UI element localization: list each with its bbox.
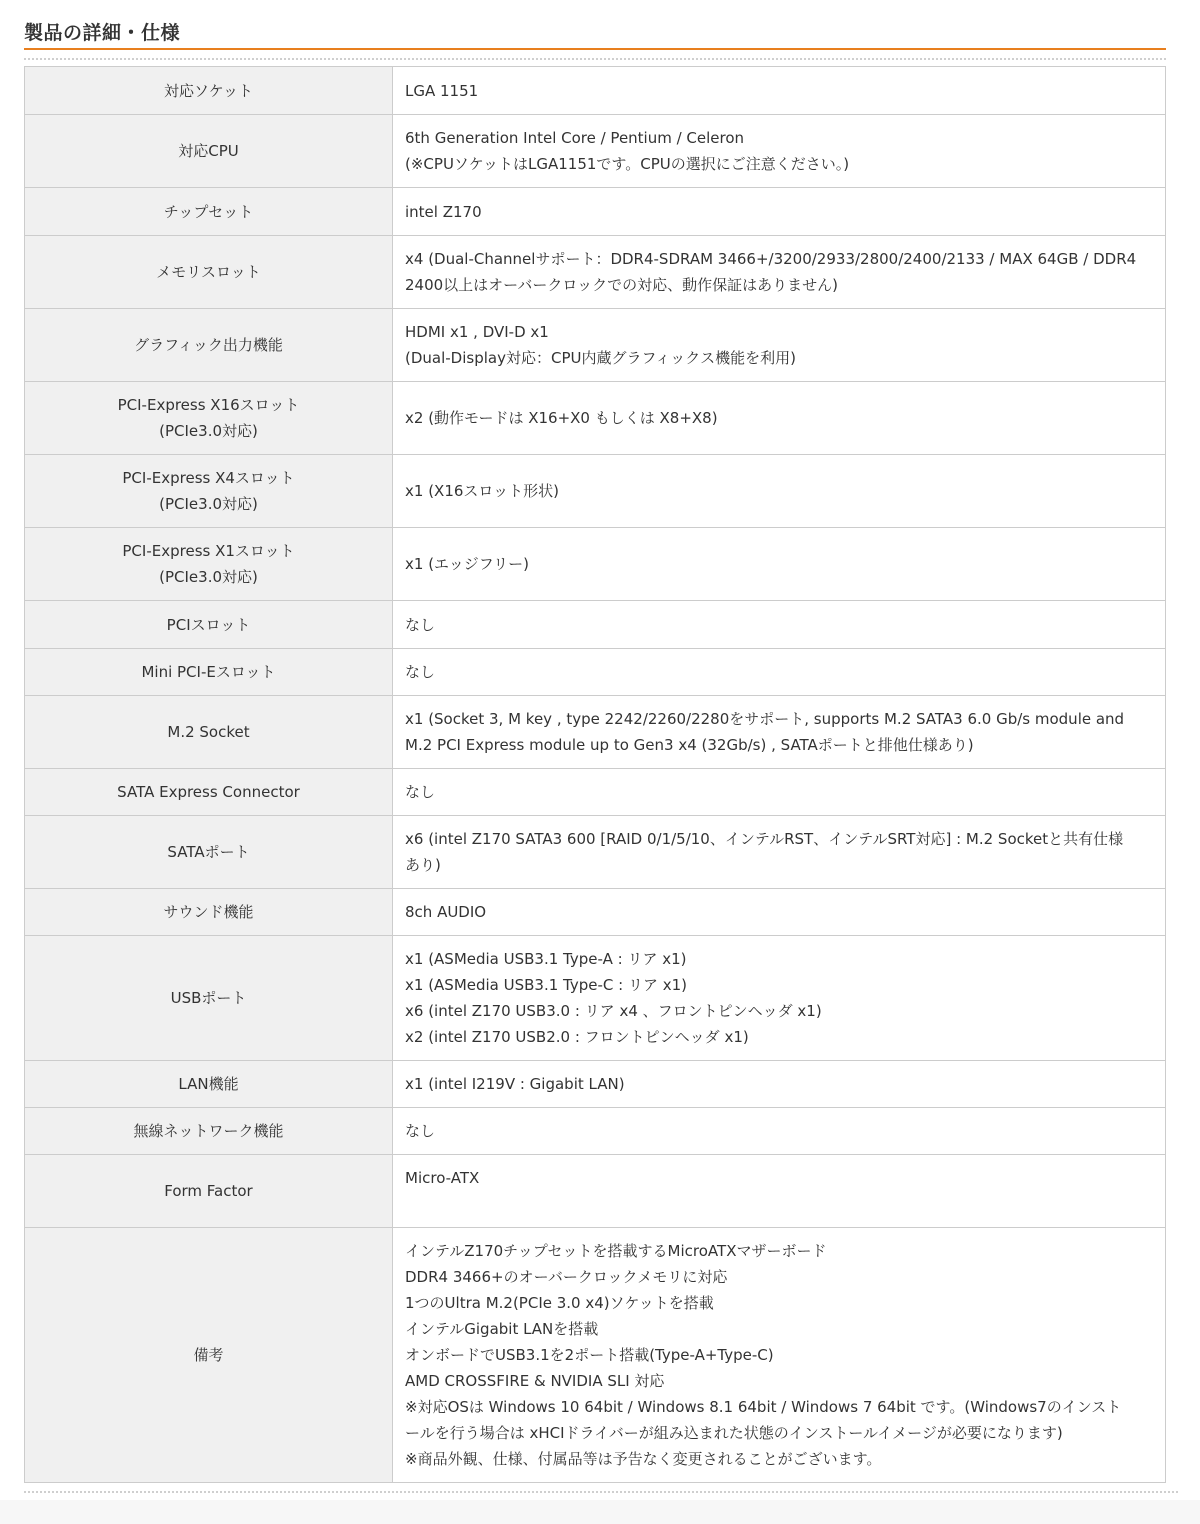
spec-row-pci — [25, 601, 1166, 649]
spec-value: x1 (エッジフリー) — [393, 528, 1166, 601]
spec-label: 備考 — [25, 1228, 393, 1483]
spec-value: インテルZ170チップセットを搭載するMicroATXマザーボード DDR4 3466+のオーバークロックメモリに対応 1つのUltra M.2(PCIe 3.0 x4)ソケットを搭載 インテルGigabit LANを搭載 オンボードでUSB3.1を2ポート搭載(Type-A+Type-C) AMD CROSSFIRE & NVIDIA SLI 対応 ※対応OSは Windows 10 64bit / Windows 8.1 64bit / Windows 7 64bit です。(Windows7のインスト ールを行う場合は xHCIドライバーが組み込まれた状態のインストールイメージが必要になります) ※商品外観、仕様、付属品等は予告なく変更されることがございます。 — [393, 1228, 1166, 1483]
spec-row-chipset — [25, 188, 1166, 236]
spec-value: HDMI x1 , DVI-D x1 (Dual-Display対応：CPU内蔵グラフィックス機能を利用) — [393, 309, 1166, 382]
spec-table — [24, 66, 1166, 1483]
spec-row-lan — [25, 1061, 1166, 1108]
spec-value: なし — [393, 1108, 1166, 1155]
spec-row-wireless — [25, 1108, 1166, 1155]
spec-row-m2 — [25, 696, 1166, 769]
spec-row-pcie-x16 — [25, 382, 1166, 455]
spec-label: SATA Express Connector — [25, 769, 393, 816]
divider — [24, 58, 1166, 60]
spec-label: USBポート — [25, 936, 393, 1061]
spec-label: LAN機能 — [25, 1061, 393, 1108]
spec-value: x6 (intel Z170 SATA3 600 [RAID 0/1/5/10、インテルRST、インテルSRT対応] : M.2 Socketと共有仕様 あり) — [393, 816, 1166, 889]
spec-value: 8ch AUDIO — [393, 889, 1166, 936]
spec-row-sata-express — [25, 769, 1166, 816]
spec-row-sata — [25, 816, 1166, 889]
spec-label: 対応CPU — [25, 115, 393, 188]
spec-label: Form Factor — [25, 1155, 393, 1228]
spec-label: 対応ソケット — [25, 67, 393, 115]
spec-value: x1 (ASMedia USB3.1 Type-A : リア x1) x1 (ASMedia USB3.1 Type-C : リア x1) x6 (intel Z170 USB3.0 : リア x4 、フロントピンヘッダ x1) x2 (intel Z170 USB2.0 : フロントピンヘッダ x1) — [393, 936, 1166, 1061]
spec-row-pcie-x1 — [25, 528, 1166, 601]
spec-label: M.2 Socket — [25, 696, 393, 769]
spec-value: なし — [393, 769, 1166, 816]
spec-label: PCI-Express X16スロット (PCIe3.0対応) — [25, 382, 393, 455]
divider — [24, 1491, 1178, 1493]
spec-value: なし — [393, 649, 1166, 696]
spec-row-cpu — [25, 115, 1166, 188]
spec-label: 無線ネットワーク機能 — [25, 1108, 393, 1155]
spec-label: サウンド機能 — [25, 889, 393, 936]
spec-value: なし — [393, 601, 1166, 649]
spec-row-graphics — [25, 309, 1166, 382]
spec-label: PCIスロット — [25, 601, 393, 649]
spec-row-notes — [25, 1228, 1166, 1483]
spec-row-usb — [25, 936, 1166, 1061]
spec-label: メモリスロット — [25, 236, 393, 309]
spec-value: LGA 1151 — [393, 67, 1166, 115]
spec-value: x1 (X16スロット形状) — [393, 455, 1166, 528]
spec-value: x2 (動作モードは X16+X0 もしくは X8+X8) — [393, 382, 1166, 455]
section-title: 製品の詳細・仕様 — [24, 22, 181, 44]
spec-label: チップセット — [25, 188, 393, 236]
spec-label: Mini PCI-Eスロット — [25, 649, 393, 696]
spec-row-sound — [25, 889, 1166, 936]
section-header — [24, 18, 1166, 50]
spec-row-memory — [25, 236, 1166, 309]
spec-value: x1 (intel I219V : Gigabit LAN) — [393, 1061, 1166, 1108]
spec-label: PCI-Express X4スロット (PCIe3.0対応) — [25, 455, 393, 528]
spec-value: intel Z170 — [393, 188, 1166, 236]
spec-label: SATAポート — [25, 816, 393, 889]
spec-value: x1 (Socket 3, M key , type 2242/2260/2280をサポート, supports M.2 SATA3 6.0 Gb/s module and M.2 PCI Express module up to Gen3 x4 (32Gb/s) , SATAポートと排他仕様あり) — [393, 696, 1166, 769]
spec-row-form-factor — [25, 1155, 1166, 1228]
spec-label: PCI-Express X1スロット (PCIe3.0対応) — [25, 528, 393, 601]
spec-row-socket — [25, 67, 1166, 115]
spec-label: グラフィック出力機能 — [25, 309, 393, 382]
footer-band — [0, 1500, 1200, 1524]
spec-value: Micro-ATX — [393, 1155, 1166, 1228]
spec-row-mini-pcie — [25, 649, 1166, 696]
spec-row-pcie-x4 — [25, 455, 1166, 528]
spec-value: 6th Generation Intel Core / Pentium / Celeron (※CPUソケットはLGA1151です。CPUの選択にご注意ください。) — [393, 115, 1166, 188]
spec-value: x4 (Dual-Channelサポート：DDR4-SDRAM 3466+/3200/2933/2800/2400/2133 / MAX 64GB / DDR4 2400以上はオーバークロックでの対応、動作保証はありません) — [393, 236, 1166, 309]
